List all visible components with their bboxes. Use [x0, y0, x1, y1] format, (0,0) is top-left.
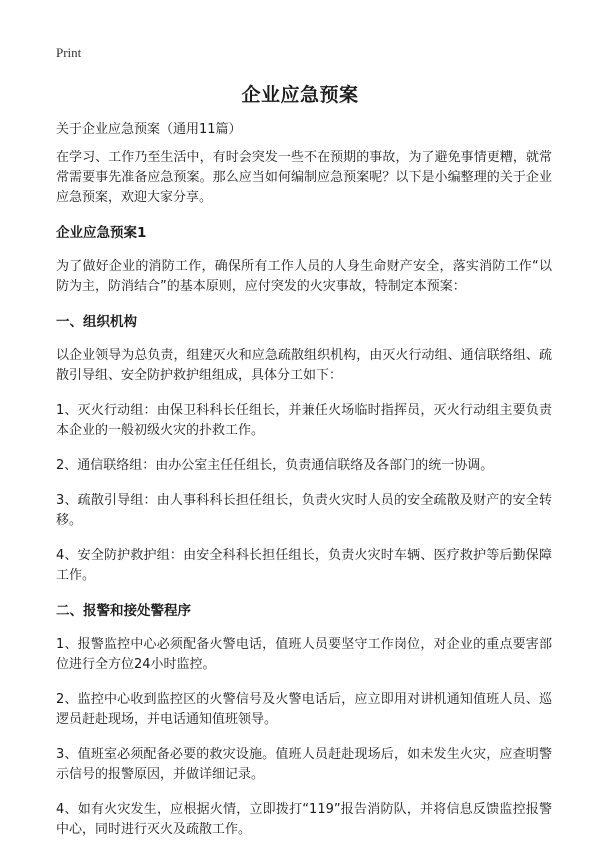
alarm-item: 1、报警监控中心必须配备火警电话，值班人员要坚守工作岗位，对企业的重点要害部位进行全方位24小时监控。	[56, 637, 552, 672]
org-intro-paragraph: 以企业领导为总负责，组建灭火和应急疏散组织机构，由灭火行动组、通信联络组、疏散引导组、安全防护救护组组成，具体分工如下：	[56, 348, 552, 383]
alarm-item: 3、值班室必须配备必要的救灾设施。值班人员赶赴现场后，如未发生火灾，应查明警示信号的报警原因，并做详细记录。	[56, 747, 552, 782]
section-intro-paragraph: 为了做好企业的消防工作，确保所有工作人员的人身生命财产安全，落实消防工作“以防为主，防消结合”的基本原则，应付突发的火灾事故，特制定本预案：	[56, 259, 552, 294]
alarm-heading: 二、报警和接处警程序	[56, 603, 191, 619]
document-subtitle: 关于企业应急预案（通用11篇）	[56, 122, 242, 137]
document-body	[56, 120, 552, 855]
org-item: 4、安全防护救护组：由安全科科长担任组长，负责火灾时车辆、医疗救护等后勤保障工作。	[56, 548, 552, 583]
org-item: 1、灭火行动组：由保卫科科长任组长，并兼任火场临时指挥员，灭火行动组主要负责本企业的一般初级火灾的扑救工作。	[56, 403, 552, 438]
alarm-item: 2、监控中心收到监控区的火警信号及火警电话后，应立即用对讲机通知值班人员、巡逻员赶赴现场，并电话通知值班领导。	[56, 692, 552, 727]
org-item: 2、通信联络组：由办公室主任任组长，负责通信联络及各部门的统一协调。	[56, 458, 494, 473]
intro-paragraph: 在学习、工作乃至生活中，有时会突发一些不在预期的事故，为了避免事情更糟，就常常需要事先准备应急预案。那么应当如何编制应急预案呢？以下是小编整理的关于企业应急预案，欢迎大家分享。	[56, 150, 552, 205]
print-link[interactable]: Print	[56, 45, 82, 60]
page-title: 企业应急预案	[241, 84, 359, 106]
org-heading: 一、组织机构	[56, 314, 137, 330]
org-item: 3、疏散引导组：由人事科科长担任组长，负责火灾时人员的安全疏散及财产的安全转移。	[56, 493, 552, 528]
section-heading: 企业应急预案1	[56, 225, 147, 241]
alarm-item: 4、如有火灾发生，应根据火情，立即拨打“119”报告消防队，并将信息反馈监控报警中心，同时进行灭火及疏散工作。	[56, 802, 552, 837]
